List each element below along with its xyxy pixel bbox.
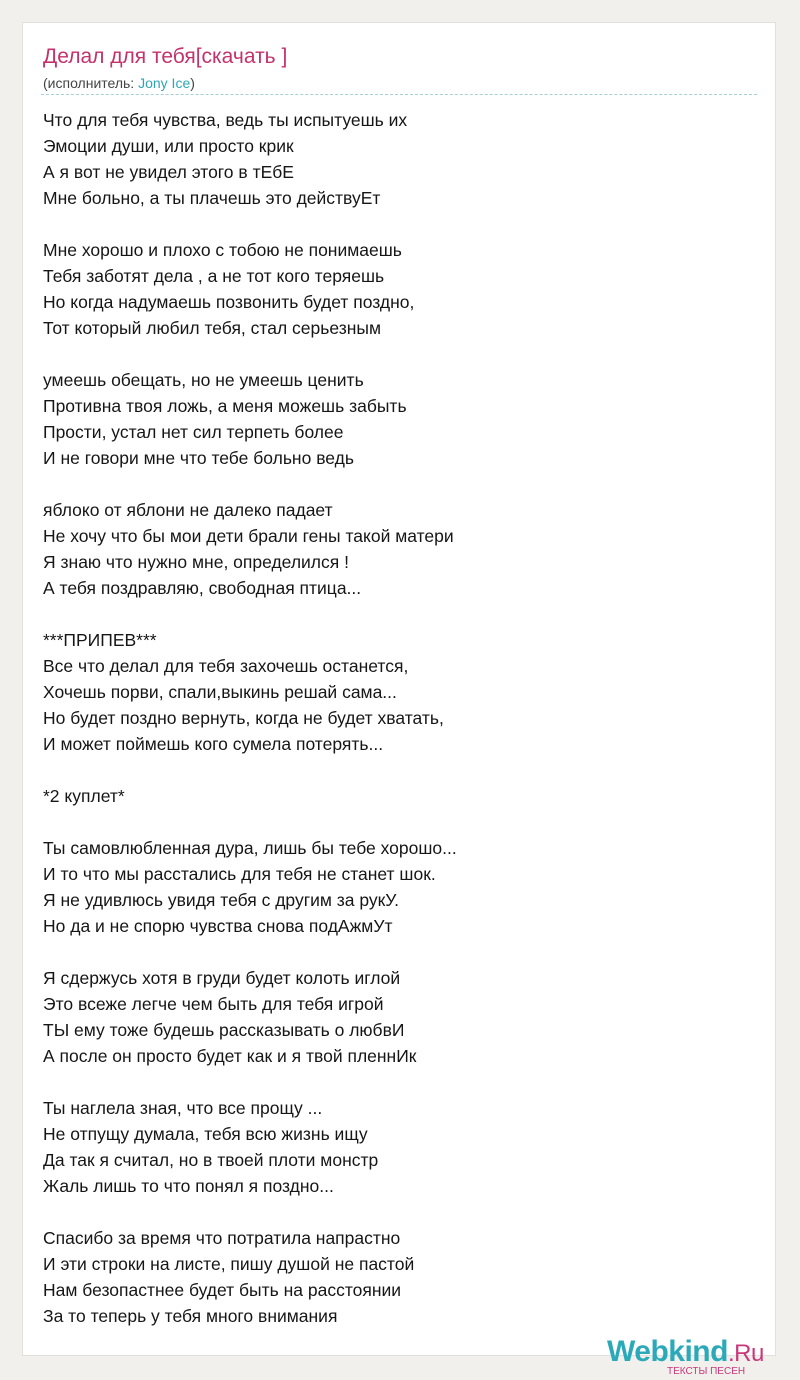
- lyric-line: умеешь обещать, но не умеешь ценить: [43, 370, 364, 390]
- logo-tld: .Ru: [727, 1340, 764, 1367]
- stanza-break: [43, 939, 743, 965]
- lyric-line: А тебя поздравляю, свободная птица...: [43, 578, 362, 598]
- lyric-line: Это всеже легче чем быть для тебя игрой: [43, 994, 384, 1014]
- artist-suffix: ): [190, 75, 195, 91]
- logo-brand: [607, 1336, 764, 1370]
- header-divider: [41, 94, 757, 95]
- lyric-line: Я сдержусь хотя в груди будет колоть иглой: [43, 968, 401, 988]
- artist-link[interactable]: Jony Ice: [138, 75, 191, 91]
- lyric-line: Мне хорошо и плохо с тобою не понимаешь: [43, 240, 402, 260]
- lyric-line: И может поймешь кого сумела потерять...: [43, 734, 384, 754]
- lyric-line: Не хочу что бы мои дети брали гены такой матери: [43, 526, 454, 546]
- lyric-line: Но когда надумаешь позвонить будет поздно,: [43, 292, 415, 312]
- lyric-line: Не отпущу думала, тебя всю жизнь ищу: [43, 1124, 368, 1144]
- lyric-line: *2 куплет*: [43, 786, 125, 806]
- lyric-line: Ты наглела зная, что все прощу ...: [43, 1098, 323, 1118]
- lyric-line: Хочешь порви, спали,выкинь решай сама...: [43, 682, 397, 702]
- stanza-break: [43, 341, 743, 367]
- lyrics-body: [43, 107, 743, 1329]
- lyric-line: Я не удивлюсь увидя тебя с другим за рукУ.: [43, 890, 399, 910]
- lyric-line: Тот который любил тебя, стал серьезным: [43, 318, 382, 338]
- lyric-line: яблоко от яблони не далеко падает: [43, 500, 333, 520]
- stanza-break: [43, 1069, 743, 1095]
- stanza-break: [43, 809, 743, 835]
- lyric-line: Спасибо за время что потратила напрастно: [43, 1228, 401, 1248]
- lyric-line: И эти строки на листе, пишу душой не пастой: [43, 1254, 415, 1274]
- lyric-line: Но будет поздно вернуть, когда не будет хватать,: [43, 708, 444, 728]
- lyric-line: Нам безопастнее будет быть на расстоянии: [43, 1280, 402, 1300]
- lyric-line: За то теперь у тебя много внимания: [43, 1306, 338, 1326]
- lyric-line: Но да и не спорю чувства снова подАжмУт: [43, 916, 393, 936]
- stanza-break: [43, 1199, 743, 1225]
- lyric-line: Все что делал для тебя захочешь останется,: [43, 656, 409, 676]
- lyric-line: Мне больно, а ты плачешь это действуЕт: [43, 188, 381, 208]
- stanza-break: [43, 601, 743, 627]
- song-title-heading: [43, 45, 287, 69]
- lyric-line: И не говори мне что тебе больно ведь: [43, 448, 354, 468]
- lyrics-sheet: [22, 22, 776, 1377]
- download-link[interactable]: [скачать ]: [195, 45, 288, 68]
- webkind-logo: [607, 1336, 797, 1380]
- lyric-line: Да так я считал, но в твоей плоти монстр: [43, 1150, 379, 1170]
- lyric-line: Ты самовлюбленная дура, лишь бы тебе хорошо...: [43, 838, 457, 858]
- artist-prefix: (исполнитель:: [43, 75, 139, 91]
- lyric-line: И то что мы расстались для тебя не станет шок.: [43, 864, 436, 884]
- stanza-break: [43, 757, 743, 783]
- logo-brand-name: Webkind: [607, 1335, 728, 1368]
- song-title: Делал для тебя: [43, 45, 196, 68]
- lyric-line: Эмоции души, или просто крик: [43, 136, 294, 156]
- lyric-line: Я знаю что нужно мне, определился !: [43, 552, 349, 572]
- lyric-line: А после он просто будет как и я твой пленнИк: [43, 1046, 417, 1066]
- lyric-line: Противна твоя ложь, а меня можешь забыть: [43, 396, 407, 416]
- lyric-line: А я вот не увидел этого в тЕбЕ: [43, 162, 294, 182]
- lyric-line: ТЫ ему тоже будешь рассказывать о любвИ: [43, 1020, 405, 1040]
- lyric-line: Что для тебя чувства, ведь ты испытуешь их: [43, 110, 408, 130]
- stanza-break: [43, 471, 743, 497]
- lyric-line: Тебя заботят дела , а не тот кого теряешь: [43, 266, 385, 286]
- lyric-line: ***ПРИПЕВ***: [43, 630, 157, 650]
- logo-tagline: ТЕКСТЫ ПЕСЕН: [667, 1366, 746, 1377]
- stanza-break: [43, 211, 743, 237]
- artist-line: [43, 74, 195, 92]
- lyric-line: Прости, устал нет сил терпеть более: [43, 422, 344, 442]
- lyric-line: Жаль лишь то что понял я поздно...: [43, 1176, 334, 1196]
